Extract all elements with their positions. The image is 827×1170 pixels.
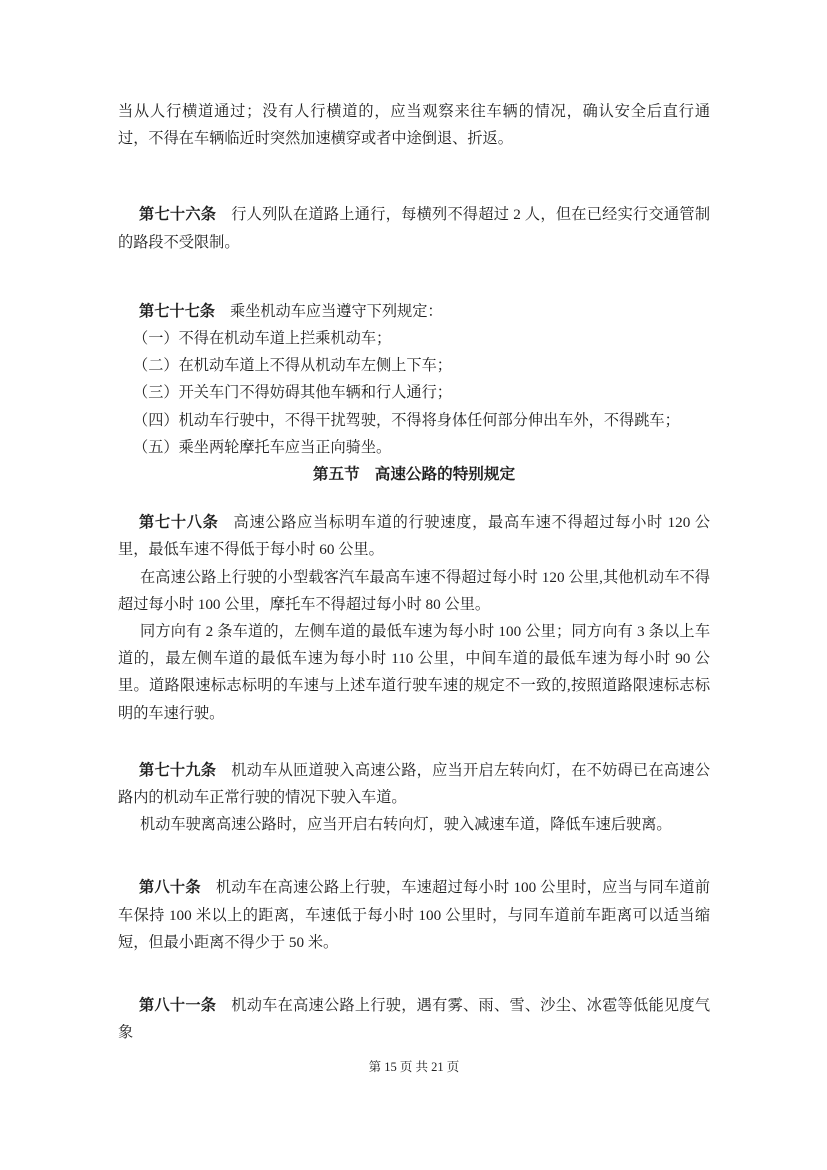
continuation-paragraph: 当从人行横道通过；没有人行横道的，应当观察来往车辆的情况，确认安全后直行通过，不得在车辆临近时突然加速横穿或者中途倒退、折返。 [118, 103, 710, 148]
article-78-paragraph-3: 同方向有 2 条车道的，左侧车道的最低车速为每小时 100 公里；同方向有 3 条以上车道的，最左侧车道的最低车速为每小时 110 公里，中间车道的最低车速为每小时 90 公里。道路限速标志标明的车速与上述车道行驶车速的规定不一致的,按照道路限速标志标明的车速行驶。 [118, 623, 710, 722]
article-78-paragraph-2: 在高速公路上行驶的小型载客汽车最高车速不得超过每小时 120 公里,其他机动车不得超过每小时 100 公里，摩托车不得超过每小时 80 公里。 [118, 568, 710, 613]
article-78 [118, 509, 710, 563]
article-80 [118, 874, 710, 956]
article-79-paragraph-2: 机动车驶离高速公路时，应当开启右转向灯，驶入减速车道，降低车速后驶离。 [140, 816, 672, 834]
article-79-text: 机动车从匝道驶入高速公路，应当开启左转向灯，在不妨碍已在高速公路内的机动车正常行驶的情况下驶入车道。 [118, 761, 711, 807]
article-76-text: 行人列队在道路上通行，每横列不得超过 2 人，但在已经实行交通管制的路段不受限制。 [118, 206, 711, 251]
article-76-number: 第七十六条 [139, 206, 217, 224]
article-78-number: 第七十八条 [139, 514, 219, 532]
article-77-item-3: （三）开关车门不得妨碍其他车辆和行人通行； [133, 384, 452, 402]
article-76 [118, 201, 710, 255]
article-77-item-2: （二）在机动车道上不得从机动车左侧上下车； [133, 357, 452, 375]
article-77-item-5: （五）乘坐两轮摩托车应当正向骑坐。 [133, 438, 392, 456]
article-81 [118, 992, 710, 1046]
article-80-text: 机动车在高速公路上行驶，车速超过每小时 100 公里时，应当与同车道前车保持 100 米以上的距离，车速低于每小时 100 公里时，与同车道前车距离可以适当缩短，但最小距离不得少于 50 米。 [118, 879, 711, 951]
article-78-text: 高速公路应当标明车道的行驶速度，最高车速不得超过每小时 120 公里，最低车速不得低于每小时 60 公里。 [118, 514, 710, 559]
article-77-text: 乘坐机动车应当遵守下列规定： [229, 302, 443, 320]
article-81-text: 机动车在高速公路上行驶，遇有雾、雨、雪、沙尘、冰雹等低能见度气象 [118, 997, 711, 1042]
article-79-number: 第七十九条 [139, 761, 217, 779]
page-number-footer: 第 15 页 共 21 页 [368, 1060, 460, 1075]
article-77-item-1: （一）不得在机动车道上拦乘机动车； [133, 330, 392, 348]
section-5-heading [118, 461, 710, 488]
section-5-title: 高速公路的特别规定 [374, 466, 516, 484]
article-77 [118, 298, 710, 325]
section-5-label: 第五节 [312, 466, 360, 484]
article-80-number: 第八十条 [139, 879, 201, 897]
article-81-number: 第八十一条 [139, 997, 217, 1015]
article-77-item-4: （四）机动车行驶中，不得干扰驾驶，不得将身体任何部分伸出车外，不得跳车； [133, 411, 680, 429]
article-77-number: 第七十七条 [139, 302, 215, 320]
article-79 [118, 757, 710, 811]
